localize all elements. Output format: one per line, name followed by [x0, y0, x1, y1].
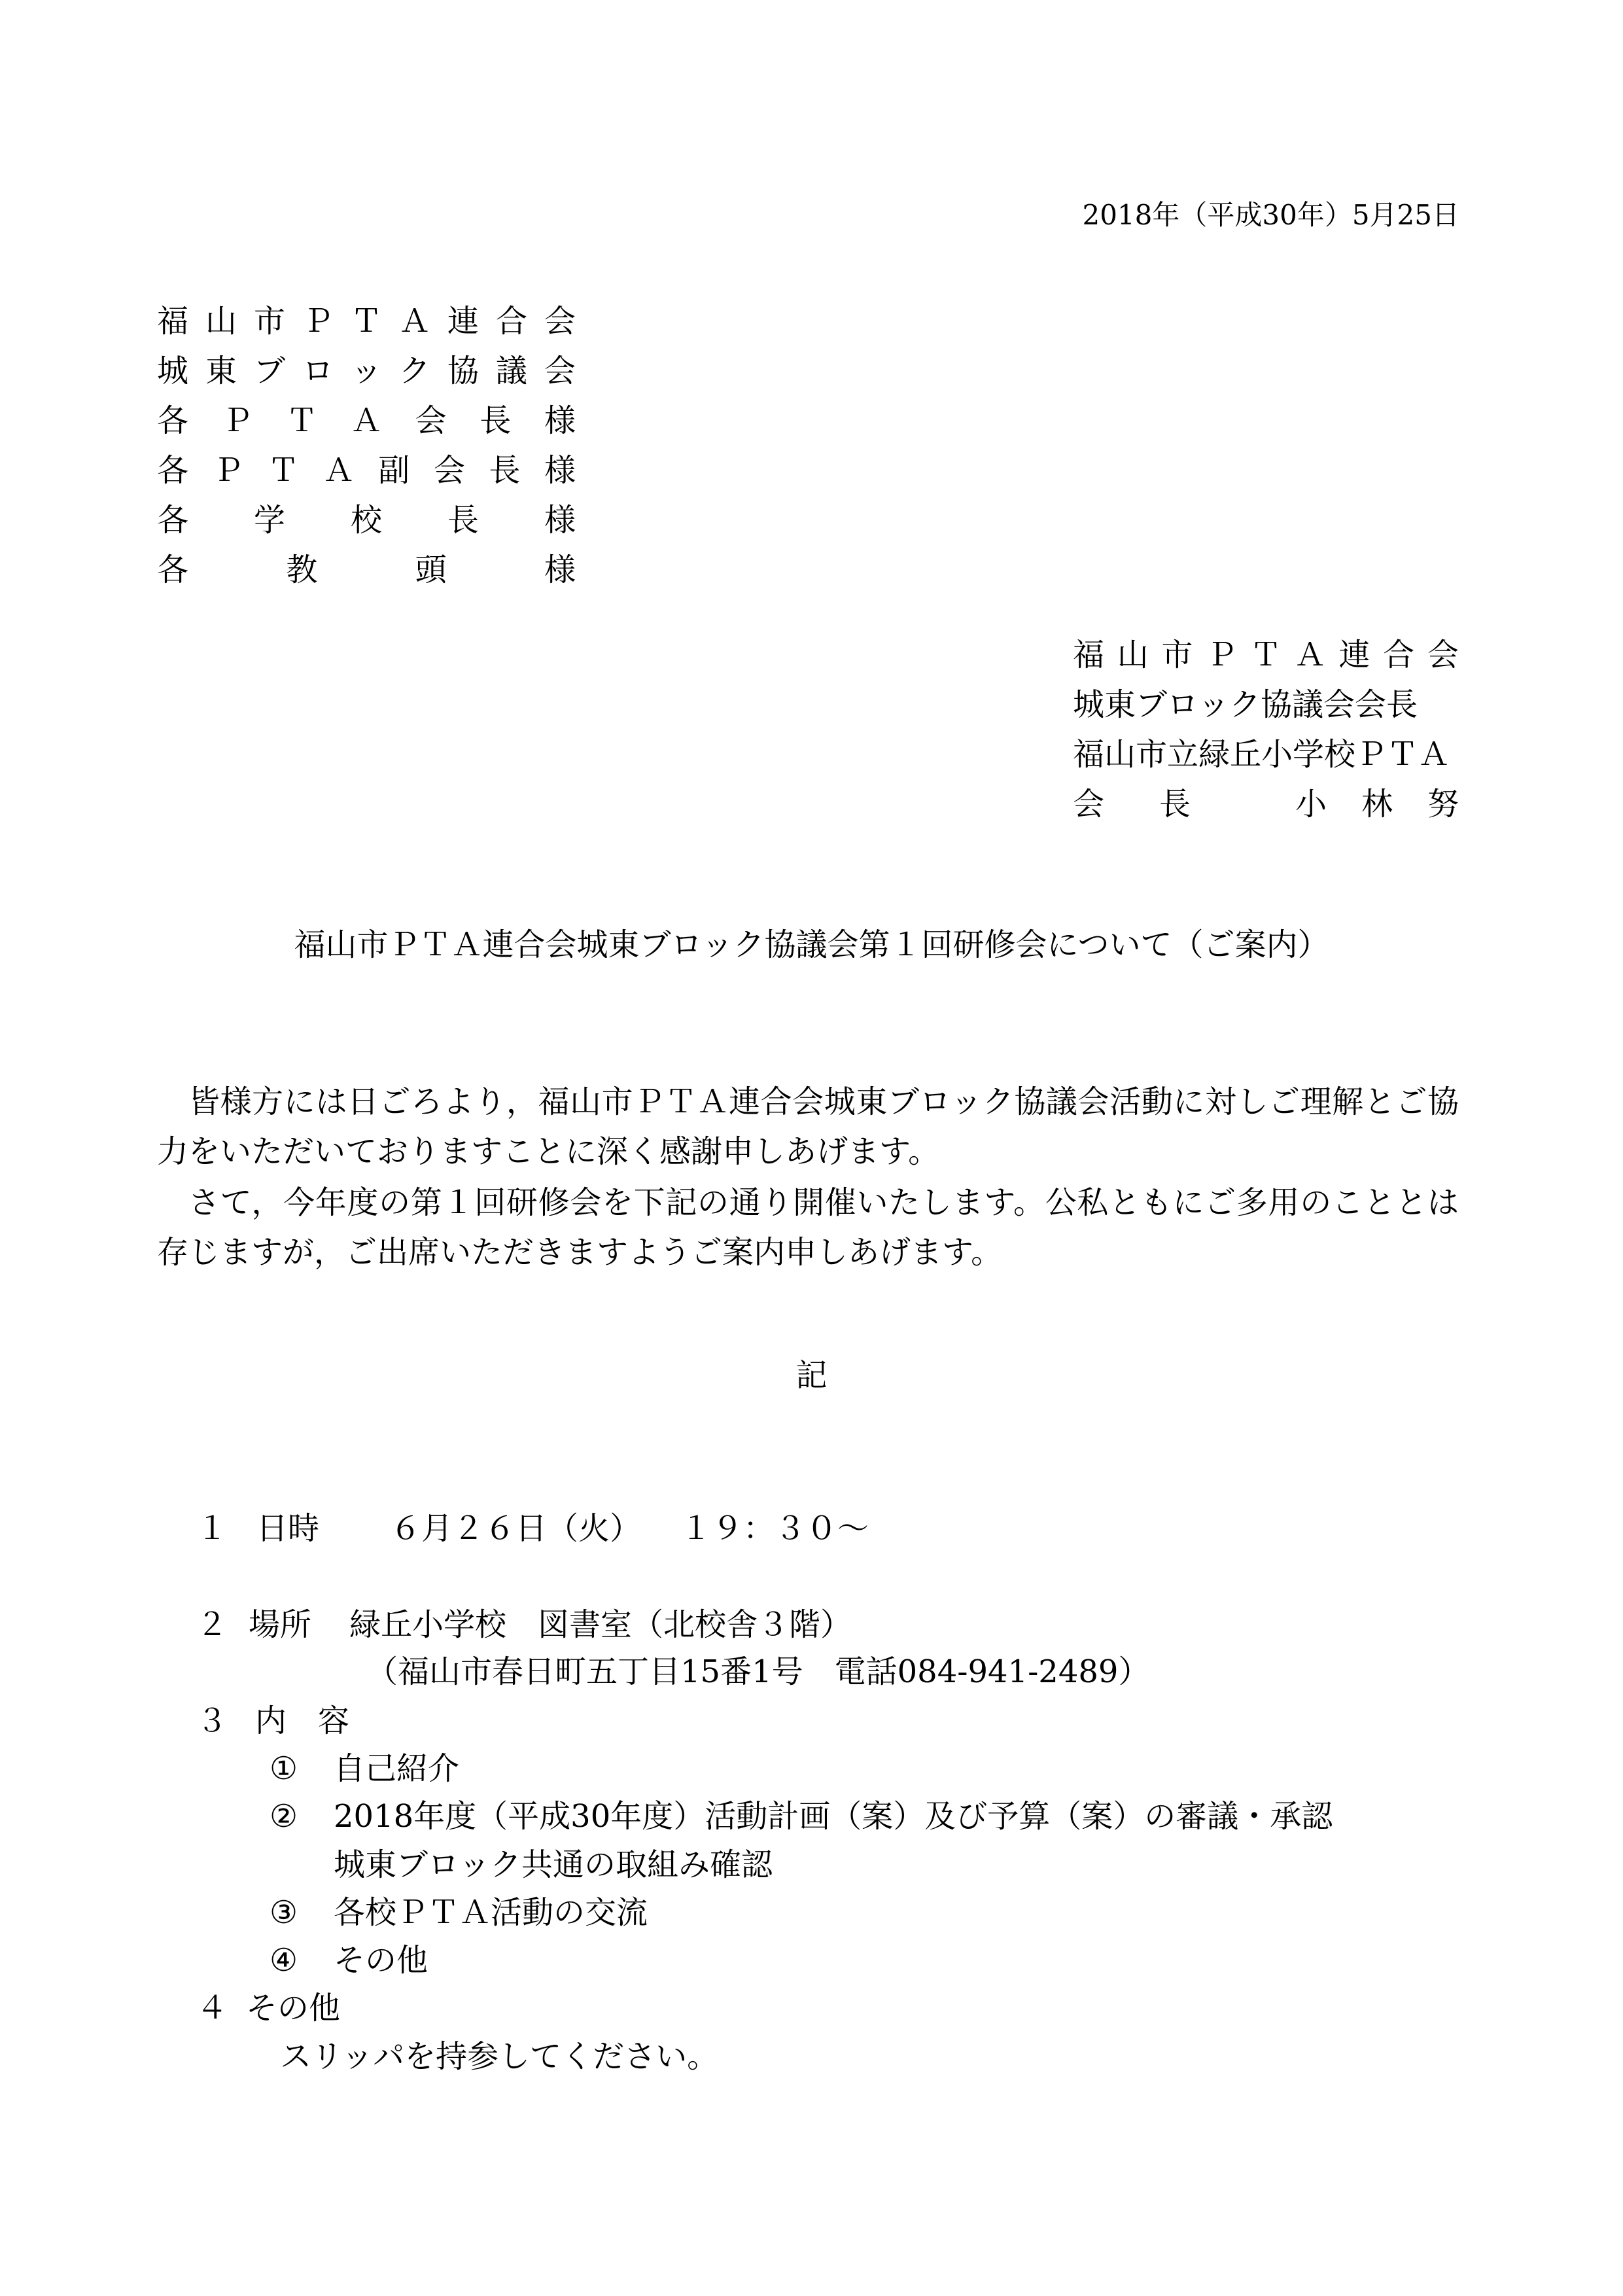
addressee-char: ブ [253, 352, 285, 389]
item-3-sub-3-text: 各校ＰＴＡ活動の交流 [334, 1894, 648, 1931]
addressee-char: 合 [495, 302, 527, 340]
addressee-char: 様 [544, 501, 576, 539]
addressee-line [157, 442, 576, 492]
item-3-number: ３ [196, 1703, 228, 1739]
addressee-char: 連 [447, 302, 479, 340]
record-heading: 記 [795, 1357, 828, 1394]
addressee-char: ッ [350, 352, 382, 389]
item-3-sub-1-text: 自己紹介 [334, 1750, 460, 1787]
addressee-char: Ａ [398, 302, 430, 340]
addressee-char: 福 [157, 302, 189, 340]
body-paragraph-1: 皆様方には日ごろより，福山市ＰＴＡ連合会城東ブロック協議会活動に対しご理解とご協力をいただいておりますことに深く感謝申しあげます。 [157, 1084, 1459, 1170]
item-2-address: （福山市春日町五丁目15番1号 電話084-941-2489） [366, 1653, 1150, 1690]
sender-organization-char: 連 [1338, 636, 1370, 673]
addressee-block [157, 293, 576, 592]
addressee-char: 長 [447, 501, 479, 539]
addressee-char: Ｔ [268, 451, 300, 489]
addressee-char: 協 [447, 352, 479, 389]
addressee-char: 長 [480, 402, 512, 439]
item-3-sub-2-mark: ② [270, 1798, 298, 1835]
addressee-char: Ａ [323, 451, 355, 489]
sender-organization-char: Ｐ [1206, 636, 1238, 673]
addressee-line [157, 542, 576, 592]
sender-name-char: 小 [1295, 785, 1327, 822]
addressee-line [157, 393, 576, 442]
addressee-char: 学 [253, 501, 285, 539]
sender-organization-char: Ａ [1294, 636, 1326, 673]
item-1-number: １ [196, 1510, 228, 1547]
item-2-place: 緑丘小学校 図書室（北校舎３階） [349, 1606, 852, 1643]
sender-organization-char: 合 [1383, 636, 1415, 673]
addressee-char: Ｐ [221, 402, 253, 439]
sender-name-char: 努 [1427, 785, 1459, 822]
addressee-char: ク [398, 352, 430, 389]
addressee-char: 様 [544, 402, 576, 439]
addressee-char: 教 [286, 551, 318, 588]
addressee-char: 城 [157, 352, 189, 389]
item-2-label: 場所 [249, 1606, 312, 1643]
sender-role-char: 会 [1073, 785, 1105, 822]
document-date: 2018年（平成30年）5月25日 [1082, 199, 1459, 231]
sender-organization [1073, 627, 1459, 677]
item-3-sub-4-text: その他 [334, 1942, 428, 1979]
sender-council-text: 城東ブロック協議会会長 [1073, 686, 1418, 723]
addressee-char: 各 [157, 501, 189, 539]
addressee-char: 各 [157, 402, 189, 439]
addressee-char: 会 [415, 402, 447, 439]
addressee-char: 様 [544, 451, 576, 489]
sender-organization-char: 市 [1161, 636, 1193, 673]
sender-school [1073, 726, 1459, 776]
document-subject: 福山市ＰＴＡ連合会城東ブロック協議会第１回研修会について（ご案内） [294, 927, 1329, 963]
item-3-label: 内 容 [255, 1703, 350, 1739]
item-4-label: その他 [246, 1990, 341, 2026]
sender-role-char: 長 [1159, 785, 1191, 822]
addressee-char: 副 [378, 451, 410, 489]
sender-name-line [1073, 776, 1459, 826]
item-1-label: 日時 [256, 1510, 320, 1547]
addressee-char: Ｐ [302, 302, 334, 340]
addressee-char: ロ [302, 352, 334, 389]
addressee-char: 議 [495, 352, 527, 389]
addressee-char: 山 [205, 302, 237, 340]
addressee-line [157, 343, 576, 393]
item-3-sub-2-text: 2018年度（平成30年度）活動計画（案）及び予算（案）の審議・承認 [334, 1798, 1333, 1835]
addressee-char: 頭 [415, 551, 447, 588]
addressee-char: Ｔ [350, 302, 382, 340]
item-3-sub-1-mark: ① [270, 1750, 298, 1787]
addressee-line [157, 492, 576, 542]
addressee-char: 校 [350, 501, 382, 539]
sender-name [1295, 779, 1459, 824]
addressee-char: 会 [433, 451, 465, 489]
addressee-char: 東 [205, 352, 237, 389]
sender-organization-char: 山 [1117, 636, 1149, 673]
addressee-char: 会 [544, 302, 576, 340]
item-1-time: １９：３０～ [680, 1510, 869, 1547]
sender-name-char: 林 [1361, 785, 1393, 822]
sender-organization-char: 会 [1427, 636, 1459, 673]
addressee-char: 様 [544, 551, 576, 588]
addressee-char: Ｔ [286, 402, 318, 439]
item-4-text: スリッパを持参してください。 [280, 2038, 719, 2075]
sender-organization-char: Ｔ [1249, 636, 1282, 673]
addressee-char: 長 [489, 451, 521, 489]
addressee-char: 市 [253, 302, 285, 340]
body-paragraph-2: さて，今年度の第１回研修会を下記の通り開催いたします。公私ともにご多用のこととは存じますが，ご出席いただきますようご案内申しあげます。 [157, 1184, 1459, 1271]
addressee-char: 会 [544, 352, 576, 389]
item-3-sub-4-mark: ④ [270, 1942, 298, 1979]
item-3-sub-3-mark: ③ [270, 1894, 298, 1931]
item-1-date: ６月２６日（火） [390, 1510, 642, 1547]
item-4-number: ４ [196, 1990, 228, 2026]
addressee-char: Ｐ [212, 451, 244, 489]
sender-block [1073, 627, 1459, 826]
item-3-sub-2-continuation: 城東ブロック共通の取組み確認 [334, 1846, 773, 1883]
sender-council-title [1073, 677, 1459, 726]
addressee-char: Ａ [350, 402, 382, 439]
addressee-line [157, 293, 576, 343]
sender-role [1073, 779, 1191, 824]
item-2-number: ２ [196, 1606, 228, 1643]
sender-school-text: 福山市立緑丘小学校ＰＴＡ [1073, 735, 1450, 773]
addressee-char: 各 [157, 451, 189, 489]
sender-organization-char: 福 [1073, 636, 1105, 673]
addressee-char: 各 [157, 551, 189, 588]
